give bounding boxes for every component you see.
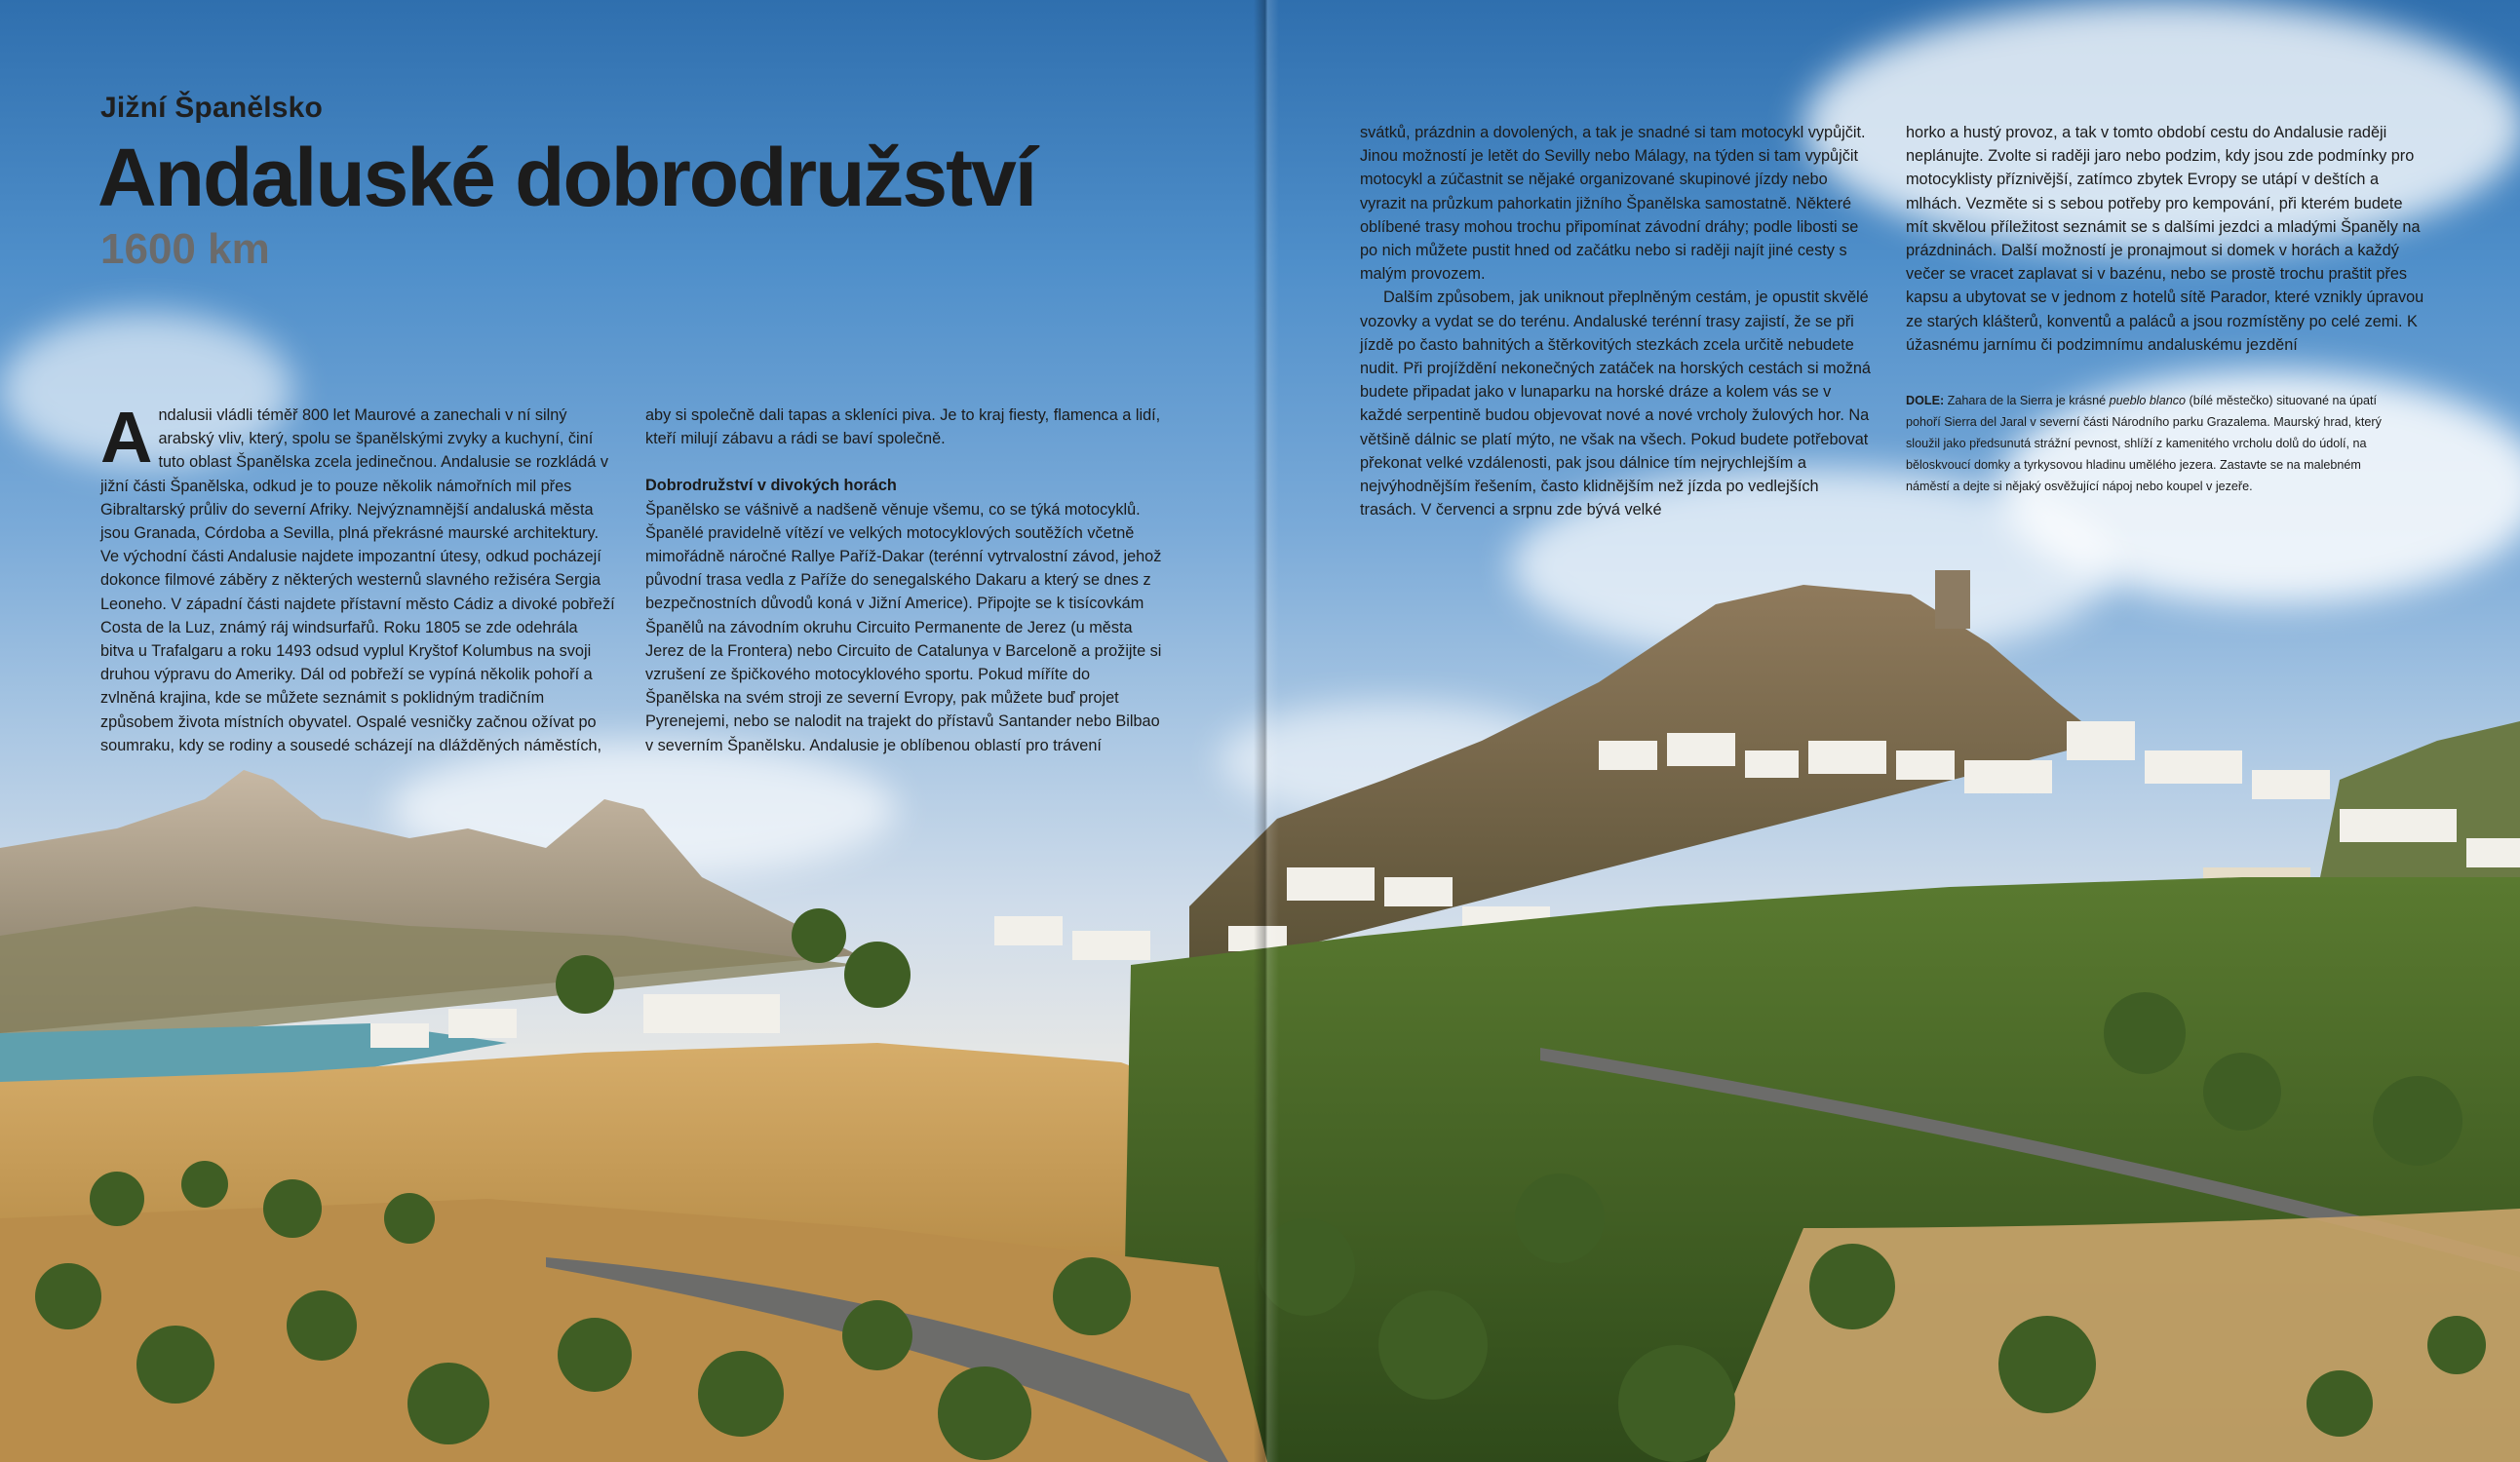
- text-column-2: [645, 404, 1164, 757]
- caption-text: (bílé městečko) situované na úpatí pohoří Sierra del Jaral v severní části Národního parku Grazalema. Maurský hrad, který sloužil jako předsunutá strážní pevnost, shlíží z kamenitého vrcholu dolů do údolí, na běloskvoucí domky a tyrkysovou hladinu umělého jezera. Zastavte se na malebném náměstí a dejte si nějaký osvěžující nápoj nebo koupel v jezeře.: [1906, 394, 2382, 493]
- caption-label: DOLE:: [1906, 394, 1945, 407]
- paragraph: Dalším způsobem, jak uniknout přeplněným cestám, je opustit skvělé vozovky a vydat se do terénu. Andaluské terénní trasy zajistí, že se při jízdě po často bahnitých a štěrkovitých stezkách zcela určitě nebudete nudit. Při projíždění nekonečných zatáček na horských cestách si možná budete připadat jako v lunaparku na horské dráze a kolem vás se v každé serpentině budou objevovat nové a nové vrcholy žulových hor. Na většině dálnic se platí mýto, ne však na všech. Pokud budete potřebovat překonat velké vzdálenosti, pak jsou dálnice tím nejrychlejším a nejvýhodnějším řešením, často klidnějším než jízda po vedlejších trasách. V červenci a srpnu zde bývá velké: [1360, 289, 1871, 519]
- text-column-3: [1360, 121, 1877, 521]
- caption-text: Zahara de la Sierra je krásné: [1944, 394, 2110, 407]
- subheading: Dobrodružství v divokých horách: [645, 477, 897, 495]
- caption-emphasis: pueblo blanco: [2109, 394, 2187, 407]
- paragraph-text: ndalusii vládli téměř 800 let Maurové a zanechali v ní silný arabský vliv, který, spolu se španělskými zvyky a kuchyní, činí tuto oblast Španělska zcela jedinečnou. Andalusie se rozkládá v jižní části Španělska, odkud je to pouze několik námořních mil přes Gibraltarský průliv do severní Afriky. Nejvýznamnější andaluská města jsou Granada, Córdoba a Sevilla, plná překrásné maurské architektury. Ve východní části Andalusie najdete impozantní útesy, odkud pocházejí dokonce filmové záběry z některých westernů slavného režiséra Sergia Leoneho. V západní části najdete přístavní město Cádiz a divoké pobřeží Costa de la Luz, známý ráj windsurfařů. Roku 1805 se zde odehrála bitva u Trafalgaru a roku 1493 odsud vyplul Kryštof Kolumbus na svoji druhou výpravu do Ameriky. Dál od pobřeží se vypíná několik pohoří a zvlněná krajina, kde se můžete seznámit s poklidným tradičním způsobem života místních obyvatel. Ospalé vesničky začnou ožívat po soumraku, kdy se rodiny a sousedé scházejí na dlážděných náměstích,: [100, 406, 615, 754]
- page-gutter: [1254, 0, 1279, 1462]
- paragraph: Španělsko se vášnivě a nadšeně věnuje všemu, co se týká motocyklů. Španělé pravidelně vítězí ve velkých motocyklových soutěžích včetně mimořádně náročné Rallye Paříž-Dakar (terénní vytrvalostní závod, jehož původní trasa vedla z Paříže do senegalského Dakaru a který se dnes z bezpečnostních důvodů koná v Jižní Americe). Připojte se k tisícovkám Španělů na závodním okruhu Circuito Permanente de Jerez (u města Jerez de la Frontera) nebo Circuito de Catalunya v Barceloně a prožijte si vzrušení ze špičkového motocyklového sportu. Pokud míříte do Španělska na svém stroji ze severní Evropy, pak můžete buď projet Pyrenejemi, nebo se nalodit na trajekt do přístavů Santander nebo Bilbao v severním Španělsku. Andalusie je oblíbenou oblastí pro trávení: [645, 500, 1162, 754]
- paragraph: svátků, prázdnin a dovolených, a tak je snadné si tam motocykl vypůjčit. Jinou možností je letět do Sevilly nebo Málagy, na týden si tam vypůjčit motocykl a zúčastnit se nějaké organizované skupinové jízdy nebo vyrazit na průzkum pahorkatin jižního Španělska samostatně. Některé oblíbené trasy mohou trochu připomínat závodní dráhy; podle libosti se po nich můžete pustit hned od začátku nebo si raději najít jiné cesty s malým provozem.: [1360, 124, 1866, 284]
- paragraph: aby si společně dali tapas a skleníci piva. Je to kraj fiesty, flamenca a lidí, kteří milují zábavu a rádi se baví společně.: [645, 406, 1161, 448]
- paragraph: horko a hustý provoz, a tak v tomto období cestu do Andalusie raději neplánujte. Zvolte si raději jaro nebo podzim, kdy jsou zde podmínky pro motocyklisty příznivější, zatímco zbytek Evropy se utápí v deštích a mlhách. Vezměte si s sebou potřeby pro kempování, při kterém budete mít skvělou příležitost seznámit se s dalšími jezdci a mladými Španěly na prázdninách. Další možností je pronajmout si domek v horách a každý večer se vracet zaplavat si v bazénu, nebo se prostě trochu praštit přes kapsu a ubytovat se v jednom z hotelů sítě Parador, které vznikly úpravou ze starých klášterů, konventů a paláců a jsou rozmístěny po celé zemi. K úžasnému jarnímu či podzimnímu andaluskému jezdění: [1906, 124, 2424, 354]
- section-kicker: Jižní Španělsko: [100, 92, 324, 124]
- drop-cap: A: [100, 397, 153, 478]
- text-column-1: [100, 397, 615, 757]
- route-distance: 1600 km: [100, 225, 270, 273]
- text-column-4: [1906, 121, 2424, 357]
- article-title: Andaluské dobrodružství: [97, 132, 1036, 223]
- castle-tower: [1935, 570, 1970, 629]
- photo-caption: [1906, 390, 2405, 497]
- paragraph: [100, 397, 615, 757]
